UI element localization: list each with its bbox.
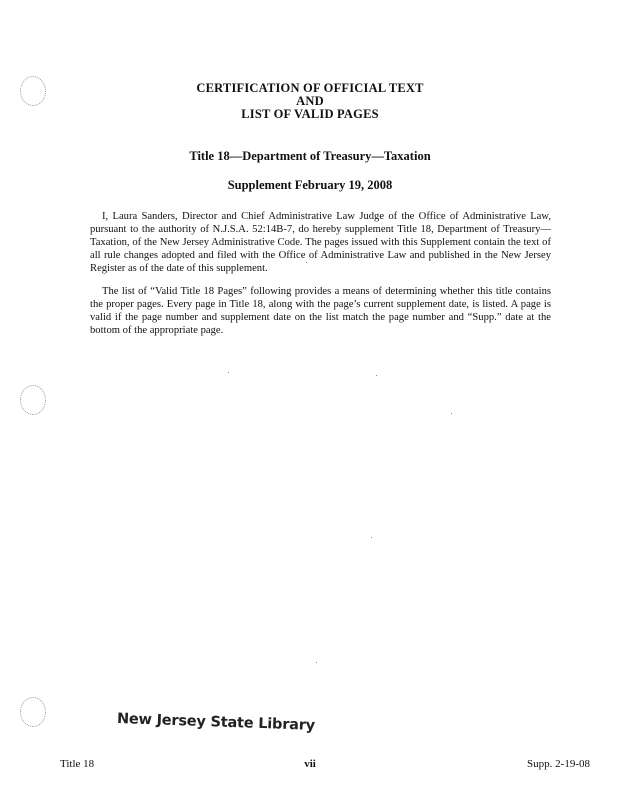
scan-speck <box>376 375 377 376</box>
punch-hole-bottom <box>20 697 46 727</box>
heading-list-of-valid-pages: LIST OF VALID PAGES <box>241 107 379 121</box>
scan-speck <box>306 262 307 263</box>
scan-speck <box>316 662 317 663</box>
scan-speck <box>228 372 229 373</box>
paragraph-certification: I, Laura Sanders, Director and Chief Administrative Law Judge of the Office of Administrative Law, pursuant to the authority of N.J.S.A. 52:14B-7, do hereby supplement Title 18, Department of Treasury—Taxation, of the New Jersey Administrative Code. The pages issued with this Supplement contain the text of all rule changes adopted and filed with the Office of Administrative Law and published in the New Jersey Register as of the date of this supplement. <box>90 211 551 275</box>
footer-supplement-date: Supp. 2-19-08 <box>527 758 590 770</box>
paragraph-valid-pages: The list of “Valid Title 18 Pages” following provides a means of determining whether this title contains the proper pages. Every page in Title 18, along with the page’s current supplement date, is listed. A page is valid if the page number and supplement date on the list match the page number and “Supp.” date at the bottom of the appropriate page. <box>90 286 551 337</box>
punch-hole-middle <box>20 385 46 415</box>
library-stamp: New Jersey State Library <box>116 711 316 734</box>
scan-speck <box>451 413 452 414</box>
title-line: Title 18—Department of Treasury—Taxation <box>189 149 431 163</box>
footer-page-number: vii <box>304 758 316 770</box>
supplement-line: Supplement February 19, 2008 <box>227 178 393 192</box>
scan-speck <box>371 537 372 538</box>
footer-title: Title 18 <box>60 758 95 770</box>
heading-certification: CERTIFICATION OF OFFICIAL TEXT <box>196 81 424 95</box>
heading-and: AND <box>296 94 324 108</box>
